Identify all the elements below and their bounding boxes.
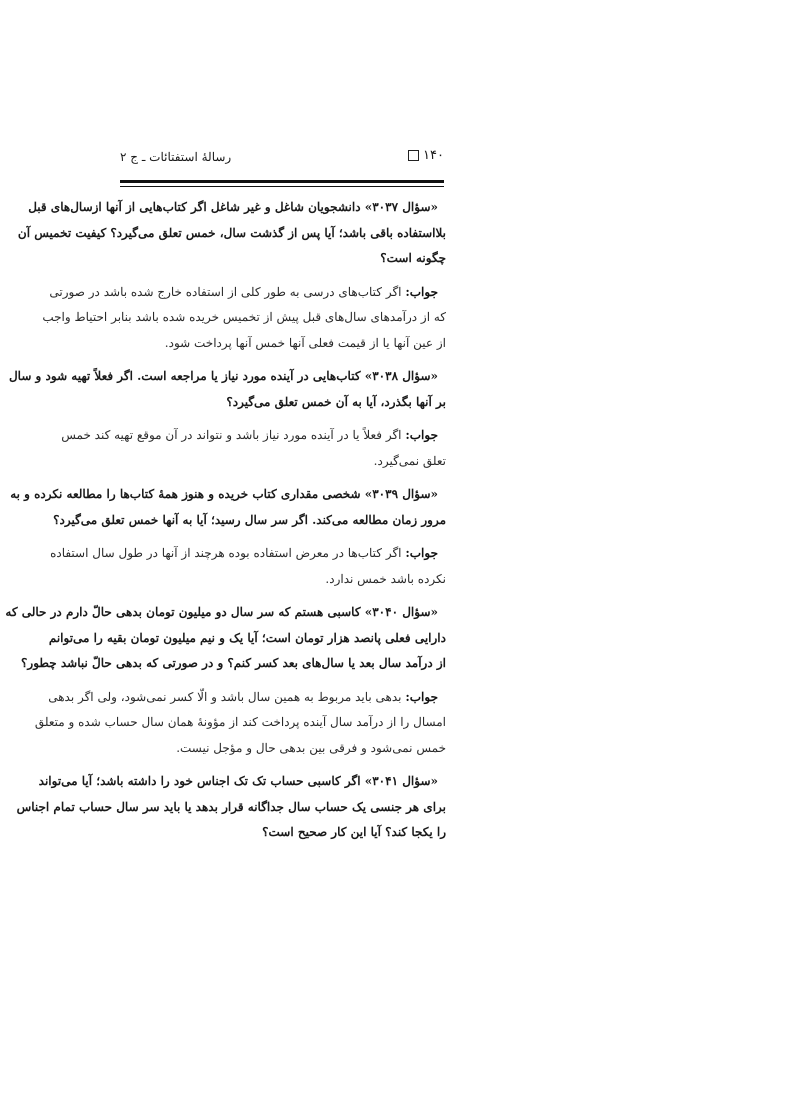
text-line: بلااستفاده باقی باشد؛ آیا پس از گذشت سال، خمس تعلق می‌گیرد؟ کیفیت تخمیس آن	[17, 225, 446, 240]
text-line: «سؤال ۳۰۴۱» اگر کاسبی حساب تک تک اجناس خود را داشته باشد؛ آیا می‌تواند	[38, 774, 438, 788]
page-number-group	[402, 148, 444, 163]
answer-text: اگر فعلاً یا در آینده مورد نیاز باشد و نتواند در آن موقع تهیه کند خمس	[61, 428, 406, 442]
page-body	[5, 195, 446, 1100]
answer-paragraph	[42, 280, 446, 357]
answer-text: بدهی باید مربوط به همین سال باشد و الّا کسر نمی‌شود، ولی اگر بدهی	[48, 689, 406, 704]
page-number: ۱۴۰	[423, 148, 444, 163]
answer-paragraph	[34, 685, 446, 762]
page-header	[120, 144, 444, 174]
text-line	[50, 541, 446, 567]
text-line: برای هر جنسی یک حساب سال جداگانه قرار بدهد یا باید سر سال حساب تمام اجناس	[16, 799, 446, 814]
text-line: بر آنها بگذرد، آیا به آن خمس تعلق می‌گیرد؟	[226, 394, 446, 409]
text-line: تعلق نمی‌گیرد.	[373, 453, 446, 468]
answer-paragraph	[50, 541, 446, 592]
text-line	[49, 280, 446, 306]
text-line	[48, 685, 446, 711]
question-paragraph	[8, 364, 446, 415]
text-line: خمس نمی‌شود و فرقی بین بدهی حال و مؤجل نیست.	[176, 740, 446, 755]
answer-text: اگر کتاب‌ها در معرض استفاده بوده هرچند از آنها در طول سال استفاده	[50, 546, 406, 560]
text-line: نکرده باشد خمس ندارد.	[325, 571, 446, 586]
running-title: رسالهٔ استفتائات ـ ج ۲	[120, 150, 232, 164]
answer-paragraph	[61, 423, 446, 474]
answer-label: جواب:	[405, 546, 438, 560]
question-paragraph	[16, 769, 446, 846]
text-line	[61, 423, 446, 449]
text-line: که از درآمدهای سال‌های قبل پیش از تخمیس خریده شده باشد بنابر احتیاط واجب	[42, 310, 446, 324]
question-paragraph	[5, 600, 446, 677]
text-line: امسال را از درآمد سال آینده پرداخت کند از مؤونهٔ همان سال حساب شده و متعلق	[34, 715, 446, 729]
text-line: از عین آنها یا از قیمت فعلی آنها خمس آنها پرداخت شود.	[164, 335, 446, 350]
text-line: چگونه است؟	[380, 251, 446, 265]
header-rule-thin	[120, 186, 444, 187]
text-line: «سؤال ۳۰۴۰» کاسبی هستم که سر سال دو میلیون تومان بدهی حالّ دارم در حالی که	[5, 605, 438, 619]
answer-label: جواب:	[405, 284, 438, 299]
text-line: «سؤال ۳۰۳۷» دانشجویان شاغل و غیر شاغل اگر کتاب‌هایی از آنها ازسال‌های قبل	[28, 200, 438, 214]
question-paragraph	[17, 195, 446, 272]
text-line: مرور زمان مطالعه می‌کند. اگر سر سال رسید؛ آیا به آنها خمس تعلق می‌گیرد؟	[53, 512, 446, 527]
answer-label: جواب:	[405, 689, 438, 704]
text-line: از درآمد سال بعد یا سال‌های بعد کسر کنم؟ و در صورتی که بدهی حالّ نباشد چطور؟	[21, 656, 446, 670]
header-rule-thick	[120, 180, 444, 183]
square-ornament-icon	[408, 150, 419, 161]
answer-text: اگر کتاب‌های درسی به طور کلی از استفاده خارج شده باشد در صورتی	[49, 284, 406, 299]
text-line: «سؤال ۳۰۳۹» شخصی مقداری کتاب خریده و هنوز همهٔ کتاب‌ها را مطالعه نکرده و به	[10, 487, 438, 501]
text-line: «سؤال ۳۰۳۸» کتاب‌هایی در آینده مورد نیاز یا مراجعه است. اگر فعلاً تهیه شود و سال	[8, 369, 438, 383]
answer-label: جواب:	[405, 428, 438, 442]
text-line: را یکجا کند؟ آیا این کار صحیح است؟	[262, 825, 446, 839]
text-line: دارایی فعلی پانصد هزار تومان است؛ آیا یک و نیم میلیون تومان بقیه را می‌توانم	[48, 630, 446, 645]
question-paragraph	[10, 482, 446, 533]
